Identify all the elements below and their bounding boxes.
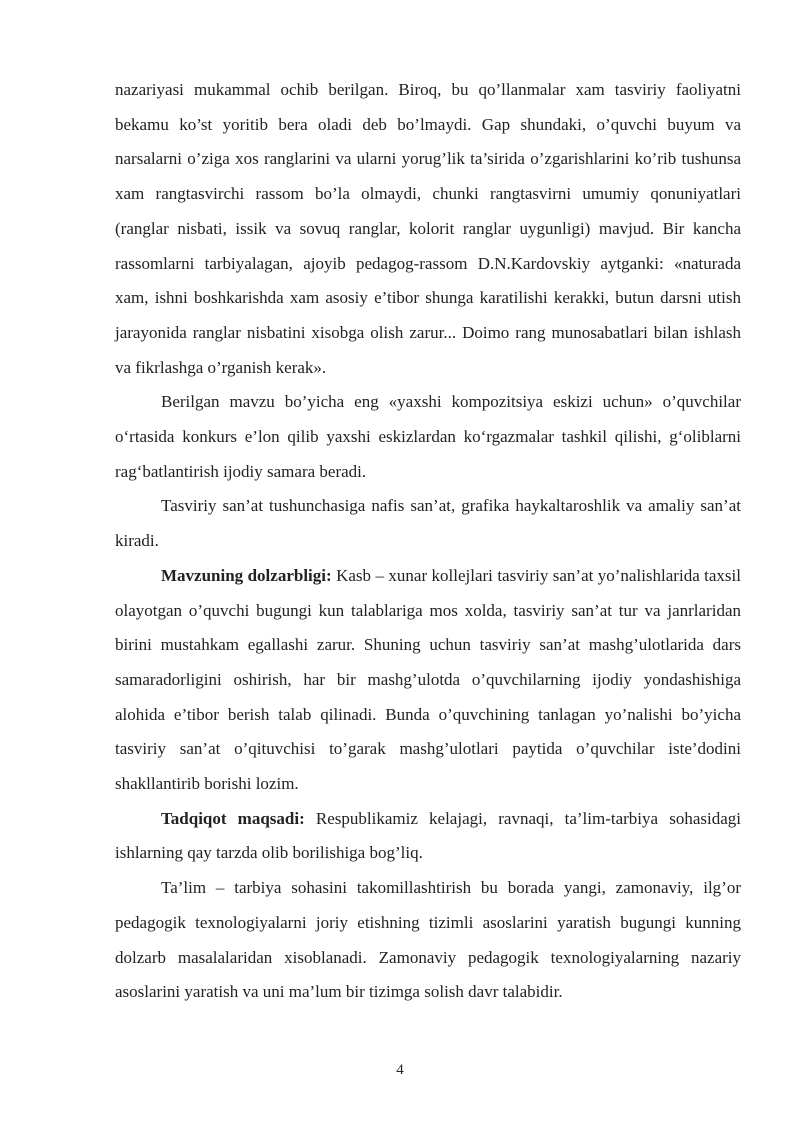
paragraph-continuation	[115, 73, 741, 385]
research-goal-heading: Tadqiqot maqsadi:	[161, 808, 305, 828]
paragraph-fine-art-types	[115, 489, 741, 558]
paragraph-text: nazariyasi mukammal ochib berilgan. Biroq, bu qo’llanmalar xam tasviriy faoliyatni bekamu ko’st yoritib bera oladi deb bo’lmaydi. Gap shundaki, o’quvchi buyum va narsalarni o’ziga xos ranglarini va ularni yorug’lik ta’sirida o’zgarishlarini ko’rib tushunsa xam rangtasvirchi rassom bo’la olmaydi, chunki rangtasvirni umumiy qonuniyatlari (ranglar nisbati, issik va sovuq ranglar, kolorit ranglar uygunligi) mavjud. Bir kancha rassomlarni tarbiyalagan, ajoyib pedagog-rassom D.N.Kardovskiy aytganki: «naturada xam, ishni boshkarishda xam asosiy e’tibor shunga karatilishi kerakki, butun darsni utish jarayonida ranglar nisbatini xisobga olish zarur... Doimo rang munosabatlari bilan ishlash va fikrlashga o’rganish kerak».	[115, 80, 741, 377]
paragraph-text: Tasviriy san’at tushunchasiga nafis san’at, grafika haykaltaroshlik va amaliy san’at kiradi.	[115, 496, 741, 551]
body-text	[115, 73, 741, 1010]
paragraph-research-goal	[115, 802, 741, 871]
paragraph-relevance	[115, 559, 741, 802]
paragraph-text: Kasb – xunar kollejlari tasviriy san’at yo’nalishlarida taxsil olayotgan o’quvchi bugungi kun talablariga mos xolda, tasviriy san’at tur va janrlaridan birini mustahkam egallashi zarur. Shuning uchun tasviriy san’at mashg’ulotlarida dars samaradorligini oshirish, har bir mashg’ulotda o’quvchilarning ijodiy yondashishiga alohida e’tibor berish talab qilinadi. Bunda o’quvchining tanlagan yo’nalishi bo’yicha tasviriy san’at o’qituvchisi to’garak mashg’ulotlari paytida o’quvchilar iste’dodini shakllantirib borishi lozim.	[115, 565, 741, 794]
paragraph-text: Respublikamiz kelajagi, ravnaqi, ta’lim-tarbiya sohasidagi ishlarning qay tarzda olib borilishiga bog’liq.	[115, 808, 741, 863]
page-number: 4	[396, 1062, 404, 1078]
paragraph-text: Berilgan mavzu bo’yicha eng «yaxshi kompozitsiya eskizi uchun» o’quvchilar o‘rtasida konkurs e’lon qilib yaxshi eskizlardan ko‘rgazmalar tashkil qilishi, g‘oliblarni rag‘batlantirish ijodiy samara beradi.	[115, 392, 741, 481]
paragraph-text: Ta’lim – tarbiya sohasini takomillashtirish bu borada yangi, zamonaviy, ilg’or pedagogik texnologiyalarni joriy etishning tizimli asoslarini yaratish bugungi kunning dolzarb masalalaridan xisoblanadi. Zamonaviy pedagogik texnologiyalarning nazariy asoslarini yaratish va uni ma’lum bir tizimga solish davr talabidir.	[115, 878, 741, 1002]
paragraph-competition	[115, 385, 741, 489]
relevance-heading: Mavzuning dolzarbligi:	[161, 565, 332, 585]
paragraph-education	[115, 871, 741, 1010]
